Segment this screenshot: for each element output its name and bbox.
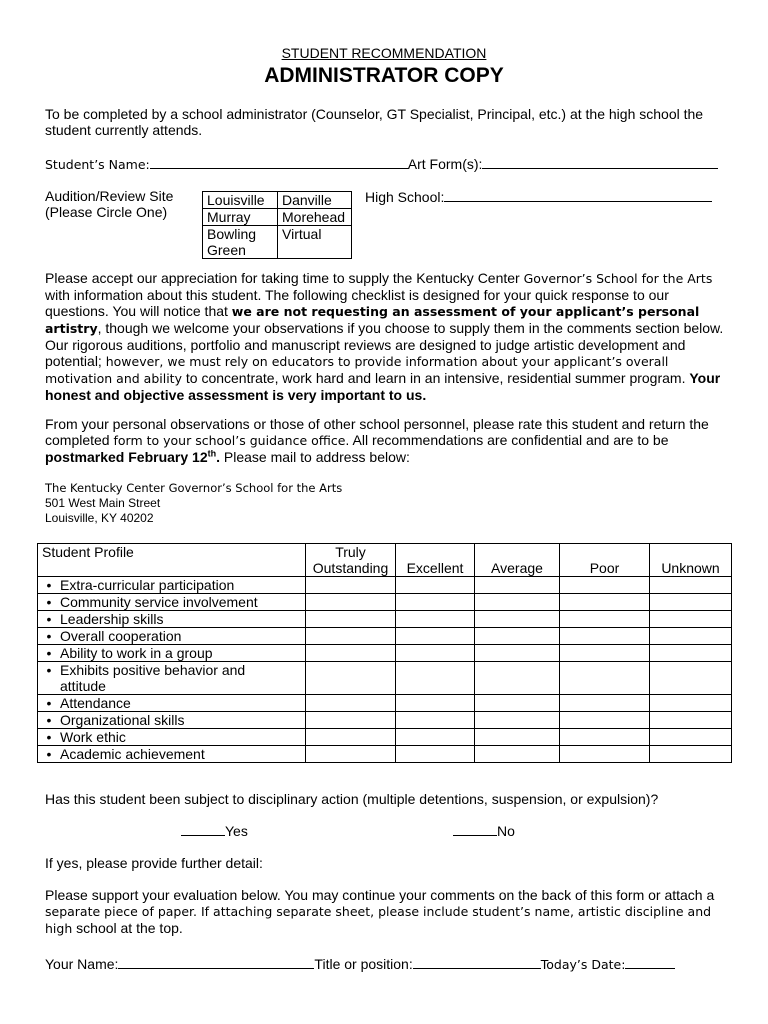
rating-cell[interactable] xyxy=(650,712,732,729)
column-header: Student Profile xyxy=(38,544,306,577)
site-option[interactable]: Virtual xyxy=(278,226,352,259)
table-header-row xyxy=(38,544,732,577)
profile-item-cell xyxy=(38,611,306,628)
paragraph-text: Please mail to address below: xyxy=(220,449,410,465)
column-header: Truly Outstanding xyxy=(306,544,396,577)
profile-item-label: Work ethic xyxy=(60,729,126,745)
student-name-label: Student’s Name: xyxy=(45,157,150,172)
paragraph-text: From your personal observations or those of other school personnel, please rate this student and return the completed xyxy=(45,416,709,448)
table-row xyxy=(38,611,732,628)
rating-cell[interactable] xyxy=(475,746,560,763)
bullet-icon: • xyxy=(46,695,52,711)
rating-cell[interactable] xyxy=(475,729,560,746)
table-row xyxy=(38,594,732,611)
paragraph-text: form to your school’s guidance office. xyxy=(113,433,350,448)
profile-item-cell xyxy=(38,746,306,763)
yes-blank[interactable] xyxy=(181,822,225,836)
profile-item-label: Community service involvement xyxy=(60,594,258,610)
rating-cell[interactable] xyxy=(475,611,560,628)
table-row xyxy=(38,729,732,746)
rating-cell[interactable] xyxy=(475,577,560,594)
bullet-icon: • xyxy=(46,628,52,644)
paragraph-text: to concentrate, work hard and learn in an intensive, residential summer program. xyxy=(181,370,690,386)
rating-cell[interactable] xyxy=(396,712,475,729)
mailing-address xyxy=(45,481,342,526)
rating-cell[interactable] xyxy=(650,729,732,746)
support-paragraph xyxy=(45,887,735,937)
rating-cell[interactable] xyxy=(475,695,560,712)
rating-cell[interactable] xyxy=(306,662,396,695)
column-header: Poor xyxy=(560,544,650,577)
profile-item-label: Ability to work in a group xyxy=(60,645,213,661)
paragraph-text: , though we welcome your observations if you choose to supply them in the comments section below. Our rigorous auditions, portfolio and manuscript reviews are designed to judge artistic development and potential; xyxy=(45,320,724,369)
student-name-field[interactable] xyxy=(150,155,408,169)
audition-site-table xyxy=(202,191,352,259)
further-detail-label: If yes, please provide further detail: xyxy=(45,855,263,871)
table-row xyxy=(38,712,732,729)
no-label: No xyxy=(497,823,515,839)
high-school-label: High School: xyxy=(365,189,445,205)
rating-cell[interactable] xyxy=(475,628,560,645)
rating-cell[interactable] xyxy=(560,662,650,695)
rating-cell[interactable] xyxy=(560,746,650,763)
column-header: Average xyxy=(475,544,560,577)
bullet-icon: • xyxy=(46,746,52,762)
rating-cell[interactable] xyxy=(560,695,650,712)
rating-cell[interactable] xyxy=(650,577,732,594)
high-school-row xyxy=(365,188,712,205)
paragraph-text: Please accept our appreciation for taking time to supply the Kentucky Center xyxy=(45,270,524,286)
high-school-field[interactable] xyxy=(444,188,712,202)
paragraph-text: however, we must rely on educators to provide information about your applicant’s overall motivation and ability xyxy=(45,354,669,386)
rating-cell[interactable] xyxy=(396,577,475,594)
rating-cell[interactable] xyxy=(396,594,475,611)
yes-option xyxy=(181,822,248,839)
bullet-icon: • xyxy=(46,577,52,593)
rating-cell[interactable] xyxy=(306,695,396,712)
site-option[interactable]: Danville xyxy=(278,192,352,209)
rating-cell[interactable] xyxy=(560,712,650,729)
profile-item-label: Exhibits positive behavior and attitude xyxy=(60,662,246,694)
no-option xyxy=(453,822,515,839)
todays-date-field[interactable] xyxy=(625,955,675,969)
profile-rows xyxy=(38,577,732,763)
rating-cell[interactable] xyxy=(650,746,732,763)
rating-cell[interactable] xyxy=(396,611,475,628)
form-subtitle: STUDENT RECOMMENDATION xyxy=(281,45,487,61)
rating-cell[interactable] xyxy=(475,645,560,662)
rating-cell[interactable] xyxy=(650,611,732,628)
address-line: The Kentucky Center Governor’s School for the Arts xyxy=(45,481,343,495)
profile-item-label: Overall cooperation xyxy=(60,628,182,644)
signature-row xyxy=(45,955,675,973)
profile-item-cell xyxy=(38,695,306,712)
rating-cell[interactable] xyxy=(650,662,732,695)
paragraph-text: All recommendations are confidential and are to be xyxy=(349,432,669,448)
deadline-superscript: th xyxy=(207,448,217,459)
no-blank[interactable] xyxy=(453,822,497,836)
bullet-icon: • xyxy=(46,645,52,661)
paragraph-text: Please support your evaluation below. You may continue your comments on the back of this form or attach a xyxy=(45,887,715,903)
profile-item-cell xyxy=(38,662,306,695)
bullet-icon: • xyxy=(46,611,52,627)
rating-cell[interactable] xyxy=(396,628,475,645)
profile-item-label: Leadership skills xyxy=(60,611,164,627)
paragraph-text: Governor’s School for the Arts xyxy=(523,271,713,286)
todays-date-label: Today’s Date: xyxy=(540,957,626,972)
rating-cell[interactable] xyxy=(560,577,650,594)
bullet-icon: • xyxy=(46,594,52,610)
audition-label xyxy=(45,188,173,220)
table-row xyxy=(38,577,732,594)
rating-cell[interactable] xyxy=(306,746,396,763)
rating-cell[interactable] xyxy=(396,695,475,712)
table-row xyxy=(38,695,732,712)
site-option[interactable]: Bowling Green xyxy=(203,226,278,259)
rating-cell[interactable] xyxy=(306,611,396,628)
profile-item-label: Organizational skills xyxy=(60,712,185,728)
table-row xyxy=(38,662,732,695)
discipline-question: Has this student been subject to disciplinary action (multiple detentions, suspension, or expulsion)? xyxy=(45,791,659,807)
rating-cell[interactable] xyxy=(306,729,396,746)
rating-instructions-paragraph xyxy=(45,416,730,465)
bullet-icon: • xyxy=(46,662,52,678)
rating-cell[interactable] xyxy=(306,645,396,662)
rating-cell[interactable] xyxy=(396,645,475,662)
rating-cell[interactable] xyxy=(650,695,732,712)
profile-item-cell xyxy=(38,645,306,662)
address-line: Louisville, KY 40202 xyxy=(45,511,154,525)
profile-item-label: Academic achievement xyxy=(60,746,205,762)
rating-cell[interactable] xyxy=(560,611,650,628)
paragraph-bold-text: we are not requesting an assessment of your applicant’s personal artistry xyxy=(45,304,700,336)
student-name-row xyxy=(45,155,745,173)
appreciation-paragraph xyxy=(45,270,730,403)
rating-cell[interactable] xyxy=(306,594,396,611)
rating-cell[interactable] xyxy=(650,645,732,662)
paragraph-text: separate piece of paper. If attaching separate sheet, please include student’s name, artistic discipline and high xyxy=(45,904,712,936)
title-position-label: Title or position: xyxy=(314,956,413,972)
paragraph-text: with information about this student. The following checklist is designed for your quick response to our questions. You will notice that xyxy=(45,287,669,319)
paragraph-bold-text: Your honest and objective assessment is very important to us. xyxy=(45,370,721,403)
rating-cell[interactable] xyxy=(560,645,650,662)
rating-cell[interactable] xyxy=(306,628,396,645)
rating-cell[interactable] xyxy=(560,628,650,645)
profile-item-label: Attendance xyxy=(60,695,131,711)
yes-label: Yes xyxy=(225,823,248,839)
site-option[interactable]: Murray xyxy=(203,209,278,226)
table-row xyxy=(38,628,732,645)
profile-item-label: Extra-curricular participation xyxy=(60,577,235,593)
your-name-label: Your Name: xyxy=(45,956,119,972)
your-name-field[interactable] xyxy=(118,955,314,969)
site-option[interactable]: Louisville xyxy=(203,192,278,209)
rating-cell[interactable] xyxy=(396,729,475,746)
title-position-field[interactable] xyxy=(413,955,541,969)
bullet-icon: • xyxy=(46,712,52,728)
rating-cell[interactable] xyxy=(475,662,560,695)
deadline-text: postmarked February 12 xyxy=(45,449,208,465)
student-profile-table xyxy=(37,543,732,763)
rating-cell[interactable] xyxy=(560,729,650,746)
rating-cell[interactable] xyxy=(306,712,396,729)
column-header: Unknown xyxy=(650,544,732,577)
rating-cell[interactable] xyxy=(475,712,560,729)
deadline-period: . xyxy=(216,449,221,465)
profile-item-cell xyxy=(38,594,306,611)
form-title: ADMINISTRATOR COPY xyxy=(264,64,504,87)
rating-cell[interactable] xyxy=(396,746,475,763)
rating-cell[interactable] xyxy=(650,628,732,645)
art-form-label: Art Form(s): xyxy=(407,156,483,172)
intro-text: To be completed by a school administrator (Counselor, GT Specialist, Principal, etc.) at the high school the student currently attends. xyxy=(45,106,704,138)
rating-cell[interactable] xyxy=(396,662,475,695)
profile-item-cell xyxy=(38,628,306,645)
audition-label-line2: (Please Circle One) xyxy=(45,204,168,220)
column-header: Excellent xyxy=(396,544,475,577)
rating-cell[interactable] xyxy=(475,594,560,611)
rating-cell[interactable] xyxy=(560,594,650,611)
bullet-icon: • xyxy=(46,729,52,745)
rating-cell[interactable] xyxy=(650,594,732,611)
site-option[interactable]: Morehead xyxy=(278,209,352,226)
paragraph-text: school at the top. xyxy=(72,920,183,936)
art-form-field[interactable] xyxy=(482,155,718,169)
profile-item-cell xyxy=(38,712,306,729)
profile-item-cell xyxy=(38,577,306,594)
address-line: 501 West Main Street xyxy=(45,496,161,510)
profile-item-cell xyxy=(38,729,306,746)
audition-label-line1: Audition/Review Site xyxy=(45,188,174,204)
table-row xyxy=(38,645,732,662)
rating-cell[interactable] xyxy=(306,577,396,594)
table-row xyxy=(38,746,732,763)
